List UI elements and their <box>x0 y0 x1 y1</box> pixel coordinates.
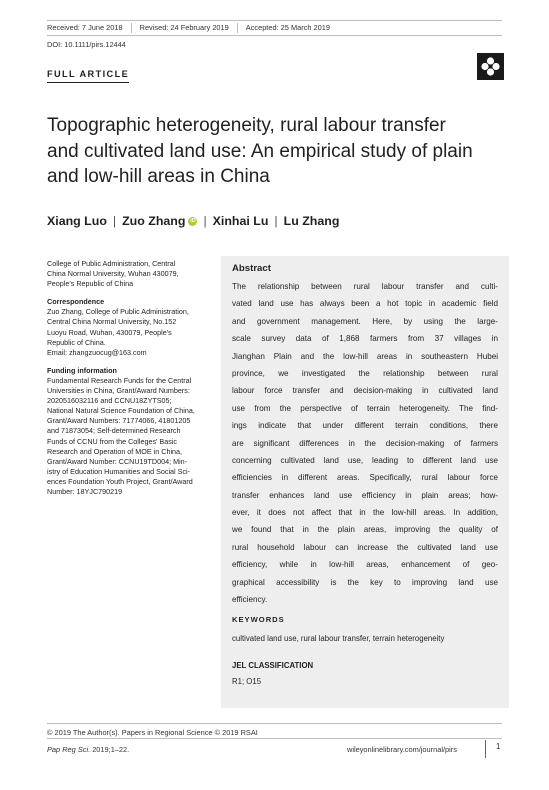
journal-logo-icon <box>477 53 504 80</box>
author-separator: | <box>112 214 117 228</box>
citation <box>47 745 129 754</box>
title-line: and low-hill areas in China <box>47 166 270 187</box>
abstract-line: efficiencies in different areas. Specifically, rural labour force <box>232 473 498 483</box>
copyright-notice: © 2019 The Author(s). Papers in Regional Science © 2019 RSAI <box>47 723 502 737</box>
author-list <box>47 214 339 228</box>
abstract-line: efficiency. <box>232 595 268 605</box>
abstract-line: are significant differences in the decision-making of farmers <box>232 438 498 448</box>
title-line: Topographic heterogeneity, rural labour transfer <box>47 115 446 136</box>
author-separator: | <box>203 214 207 228</box>
funding-heading: Funding information <box>47 365 117 375</box>
footer-divider <box>47 738 502 739</box>
keywords-text: cultivated land use, rural labour transfer, terrain heterogeneity <box>232 634 445 643</box>
abstract-line: and government management. Here, by using the large- <box>232 316 498 326</box>
affiliation: College of Public Administration, Central China Normal University, Wuhan 430079, People's Republic of China <box>47 259 179 289</box>
publication-dates <box>47 20 502 36</box>
abstract-line: ever, it does not affect that in the low-hill areas. In addition, <box>232 508 498 518</box>
correspondence-heading: Correspondence <box>47 297 105 307</box>
abstract-line: graphical accessibility is the key to improving land use <box>232 577 498 587</box>
journal-url[interactable]: wileyonlinelibrary.com/journal/pirs <box>347 745 457 754</box>
abstract-line: vated land use has always been a hot topic in academic field <box>232 299 498 309</box>
abstract-line: transfer enhances land use efficiency in plain areas; how- <box>232 490 498 500</box>
author-name[interactable]: Xinhai Lu <box>212 214 269 228</box>
abstract-line: rural household labour can increase the cultivated land use <box>232 542 498 552</box>
abstract-line: use from the perspective of terrain heterogeneity. The find- <box>232 403 498 413</box>
accepted-date: Accepted: 25 March 2019 <box>245 23 330 32</box>
abstract-line: efficiency, while in low-hill areas, enhancement of geo- <box>232 560 498 570</box>
keywords-heading: KEYWORDS <box>232 615 285 624</box>
abstract-line: we found that in the plain areas, improving the quality of <box>232 525 498 535</box>
sidebar-info <box>47 259 215 497</box>
abstract-body <box>232 278 498 608</box>
correspondence-text: Zuo Zhang, College of Public Administration, Central China Normal University, No.152 Luoyu Road, Wuhan, 430079, People's Republic of China. Email: zhangzuocug@163.com <box>47 307 189 357</box>
author-name[interactable]: Lu Zhang <box>283 214 340 228</box>
article-type-label: FULL ARTICLE <box>47 69 129 83</box>
orcid-icon[interactable]: iD <box>190 217 196 224</box>
jel-codes: R1; O15 <box>232 677 262 686</box>
abstract-line: scale survey data of 1,868 farmers from 37 villages in <box>232 334 498 344</box>
page-number: 1 <box>485 740 500 758</box>
abstract-line: labour force transfer and decision-making in cultivated land <box>232 386 498 396</box>
citation-details: 2019;1–22. <box>90 745 130 754</box>
author-separator: | <box>274 214 278 228</box>
citation-journal: Pap Reg Sci. <box>47 745 91 754</box>
paper-title <box>47 113 517 190</box>
revised-date: Revised: 24 February 2019 <box>132 23 238 33</box>
author-name[interactable]: Xiang Luo <box>47 214 107 228</box>
abstract-line: The relationship between rural labour transfer and culti- <box>232 282 498 291</box>
title-line: and cultivated land use: An empirical study of plain <box>47 140 473 162</box>
jel-heading: JEL CLASSIFICATION <box>232 661 314 670</box>
abstract-line: ings indicate that under different terrain conditions, there <box>232 421 498 431</box>
received-date: Received: 7 June 2018 <box>47 23 132 33</box>
abstract-line: concerning cultivated land use, leading to different land use <box>232 455 498 465</box>
doi-link[interactable]: DOI: 10.1111/pirs.12444 <box>47 40 126 49</box>
funding-text: Fundamental Research Funds for the Central Universities in China, Grant/Award Numbers: 2020516032116 and CCNU18ZYTS05; National Natural Science Foundation of China, Grant/Award Numbers: 71774066, 41801205 and 71873054; Self-determined Research Funds of CCNU from the Colleges' Basic Research and Operation of MOE in China, Grant/Award Number: CCNU19TD004; Min- istry of Education Humanities and Social Sci- ences Foundation Youth Project, Grant/Award Number: 18YJC790219 <box>47 375 195 496</box>
author-name[interactable]: Zuo Zhang <box>122 214 186 228</box>
abstract-line: Jianghan Plain and the low-hill areas in southeastern Hubei <box>232 351 498 361</box>
abstract-line: province, we investigated the relationship between rural <box>232 368 498 378</box>
abstract-heading: Abstract <box>232 263 271 274</box>
